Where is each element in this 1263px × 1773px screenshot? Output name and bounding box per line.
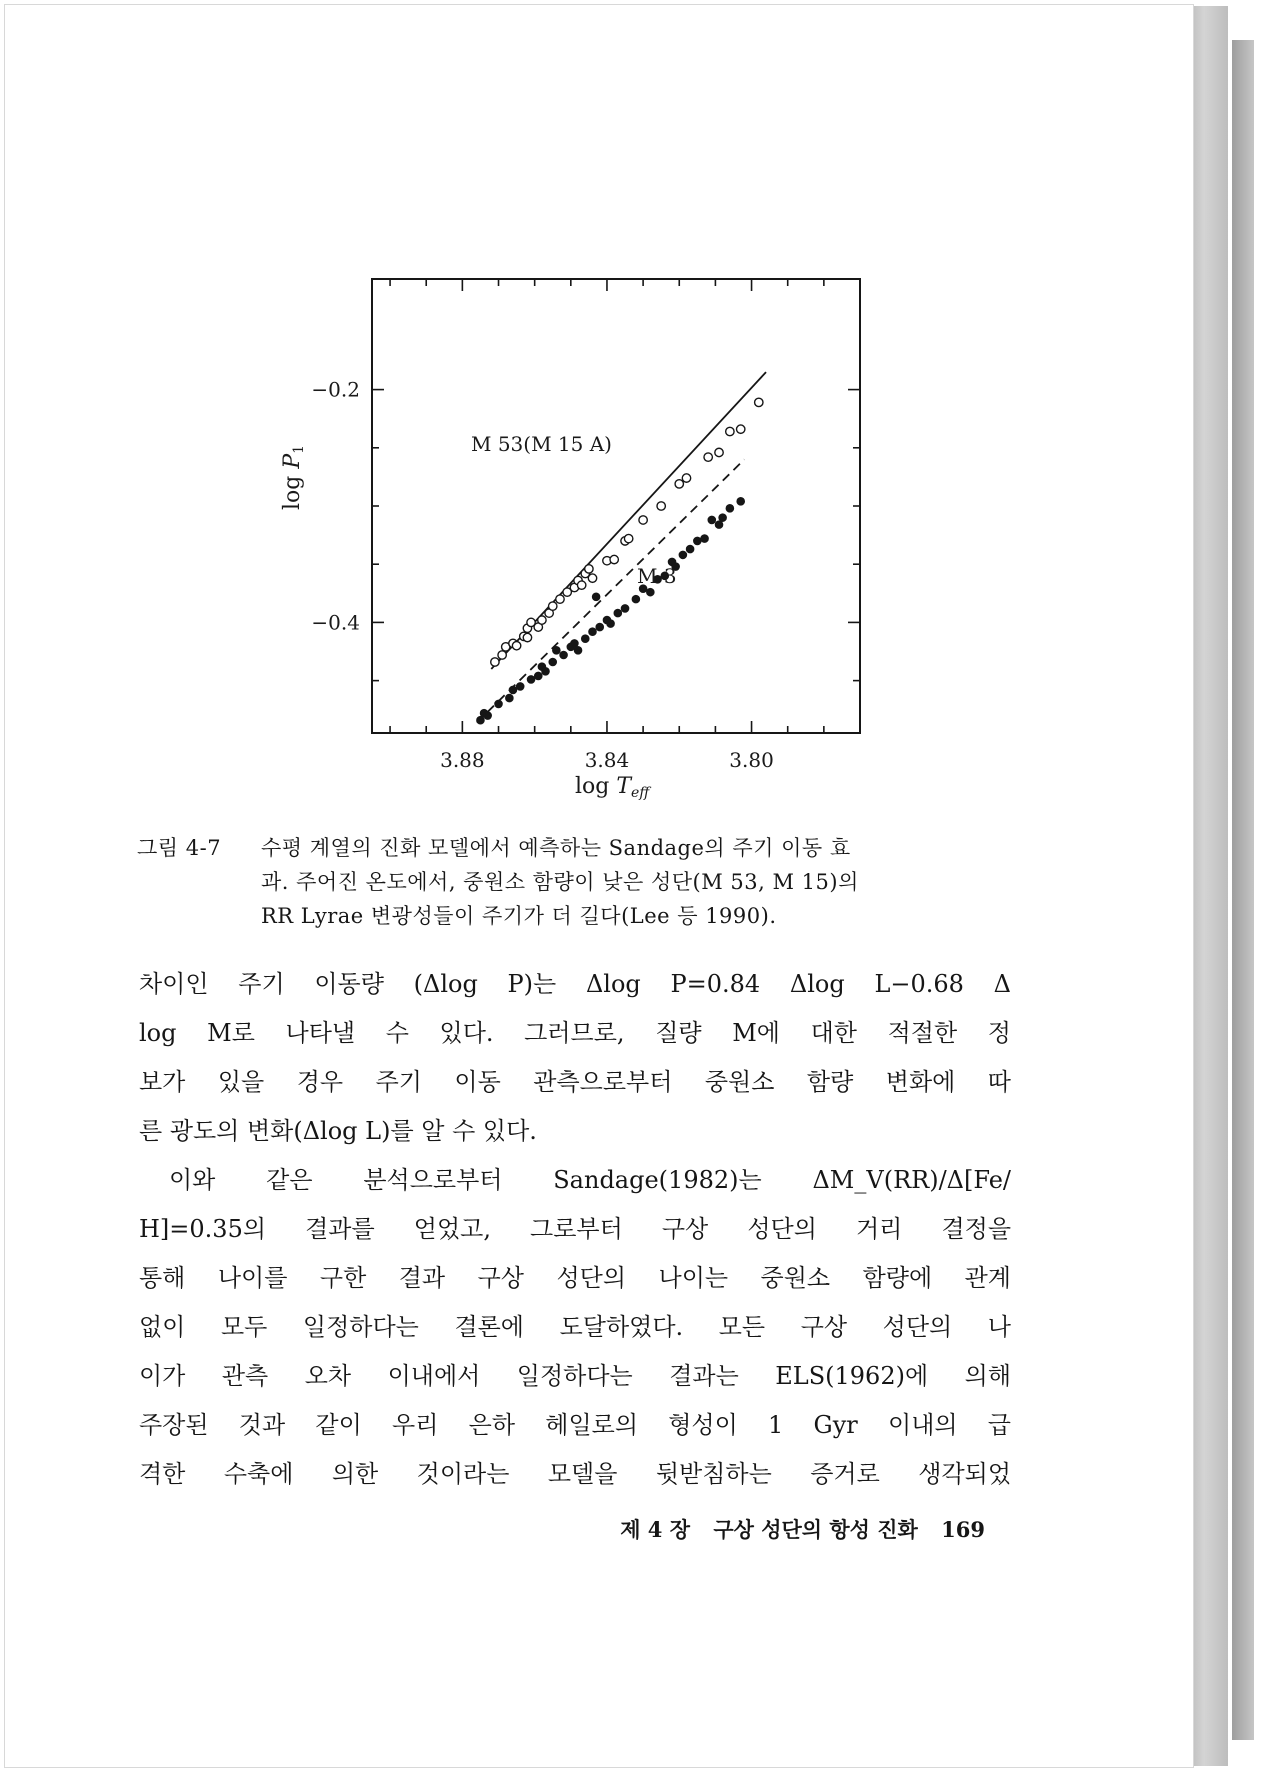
m3-data-point [737, 498, 744, 505]
m3-data-point [621, 605, 628, 612]
annotation-m53: M 53(M 15 A) [471, 432, 612, 456]
m3-data-point [719, 514, 726, 521]
running-footer [565, 1514, 985, 1544]
m53-data-point [588, 574, 596, 582]
m53-data-point [639, 516, 647, 524]
body-text [139, 960, 1011, 1499]
y-tick-label: −0.2 [311, 377, 360, 402]
m53-data-point [512, 641, 520, 649]
m3-data-point [560, 651, 567, 658]
m3-data-point [593, 593, 600, 600]
m3-data-point [632, 596, 639, 603]
x-tick-label: 3.88 [440, 748, 485, 772]
m3-data-point [527, 676, 534, 683]
m53-data-point [577, 581, 585, 589]
footer-chapter: 제 4 장 [620, 1517, 691, 1542]
m3-data-point [574, 647, 581, 654]
footer-title: 구상 성단의 항성 진화 [713, 1517, 918, 1542]
plot-frame [372, 279, 860, 733]
caption-label: 그림 4-7 [137, 836, 222, 860]
period-shift-figure [5, 5, 1193, 805]
body-line: log M로 나타낼 수 있다. 그러므로, 질량 M에 대한 적절한 정 [139, 1019, 1011, 1047]
body-line: 없이 모두 일정하다는 결론에 도달하였다. 모든 구상 성단의 나 [139, 1313, 1011, 1341]
body-line: 차이인 주기 이동량 (Δlog P)는 Δlog P=0.84 Δlog L−0.68 Δ [139, 970, 1011, 998]
m3-data-point [495, 700, 502, 707]
annotation-m3: M 3 [637, 564, 677, 588]
m53-data-point [704, 453, 712, 461]
m3-data-point [553, 647, 560, 654]
m3-data-point [715, 521, 722, 528]
x-tick-label: 3.84 [584, 748, 630, 772]
m53-data-point [624, 534, 632, 542]
body-line: H]=0.35의 결과를 얻었고, 그로부터 구상 성단의 거리 결정을 [139, 1215, 1011, 1243]
m53-data-point [657, 502, 665, 510]
m3-data-point [694, 537, 701, 544]
caption-line: RR Lyrae 변광성들이 주기가 더 길다(Lee 등 1990). [261, 904, 777, 928]
y-tick-labels [311, 378, 360, 635]
page-number: 169 [941, 1517, 985, 1542]
m53-data-point [491, 658, 499, 666]
m3-data-point [687, 545, 694, 552]
m3-data-point [509, 686, 516, 693]
page-stack-side [1232, 40, 1254, 1740]
body-line: 통해 나이를 구한 결과 구상 성단의 나이는 중원소 함량에 관계 [139, 1264, 1011, 1292]
caption-line: 수평 계열의 진화 모델에서 예측하는 Sandage의 주기 이동 효 [261, 836, 851, 860]
m53-data-point [538, 616, 546, 624]
body-line: 격한 수축에 의한 것이라는 모델을 뒷받침하는 증거로 생각되었 [139, 1460, 1011, 1488]
m3-data-point [596, 623, 603, 630]
m53-data-point [726, 427, 734, 435]
m3-data-point [549, 658, 556, 665]
m53-data-point [682, 474, 690, 482]
m53-data-point [737, 425, 745, 433]
body-line: 이와 같은 분석으로부터 Sandage(1982)는 ΔM_V(RR)/Δ[Fe/ [169, 1166, 1011, 1194]
axis-ticks [372, 279, 860, 733]
body-line: 이가 관측 오차 이내에서 일정하다는 결과는 ELS(1962)에 의해 [139, 1362, 1011, 1390]
body-line: 른 광도의 변화(Δlog L)를 알 수 있다. [139, 1117, 537, 1145]
m3-data-point [484, 712, 491, 719]
m3-data-point [517, 683, 524, 690]
body-line: 주장된 것과 같이 우리 은하 헤일로의 형성이 1 Gyr 이내의 급 [139, 1411, 1011, 1439]
m53-data-point [755, 398, 763, 406]
m3-data-point [726, 505, 733, 512]
y-axis-label: log P1 [280, 444, 307, 510]
m53-data-point [498, 651, 506, 659]
body-line: 보가 있을 경우 주기 이동 관측으로부터 중원소 함량 변화에 따 [139, 1068, 1011, 1096]
m53-data-point [610, 555, 618, 563]
m3-data-point [647, 589, 654, 596]
m3-data-point [679, 551, 686, 558]
fit-lines [477, 372, 766, 722]
m3-data-point [571, 640, 578, 647]
m53-data-point [715, 448, 723, 456]
book-page [4, 4, 1194, 1768]
m53-data-point [585, 565, 593, 573]
m53-data-point [556, 595, 564, 603]
page-stack-edge [1188, 6, 1228, 1766]
m3-data-point [506, 694, 513, 701]
m3-data-point [582, 635, 589, 642]
m3-data-point [477, 717, 484, 724]
m53-data-point [549, 602, 557, 610]
x-tick-labels [440, 748, 774, 772]
m53-data-point [675, 480, 683, 488]
m3-data-point [614, 609, 621, 616]
caption-text [261, 831, 1021, 933]
m3-data-point [708, 516, 715, 523]
m3-fit-line [477, 459, 744, 722]
m53-data-point [523, 633, 531, 641]
m3-data-point [607, 620, 614, 627]
x-tick-label: 3.80 [729, 748, 774, 772]
y-tick-label: −0.4 [311, 610, 360, 635]
m3-data-point [542, 668, 549, 675]
m3-data-point [535, 672, 542, 679]
caption-line: 과. 주어진 온도에서, 중원소 함량이 낮은 성단(M 53, M 15)의 [261, 870, 859, 894]
m3-data-point [701, 535, 708, 542]
m3-data-point [589, 628, 596, 635]
x-axis-label: log Teff [575, 774, 650, 801]
